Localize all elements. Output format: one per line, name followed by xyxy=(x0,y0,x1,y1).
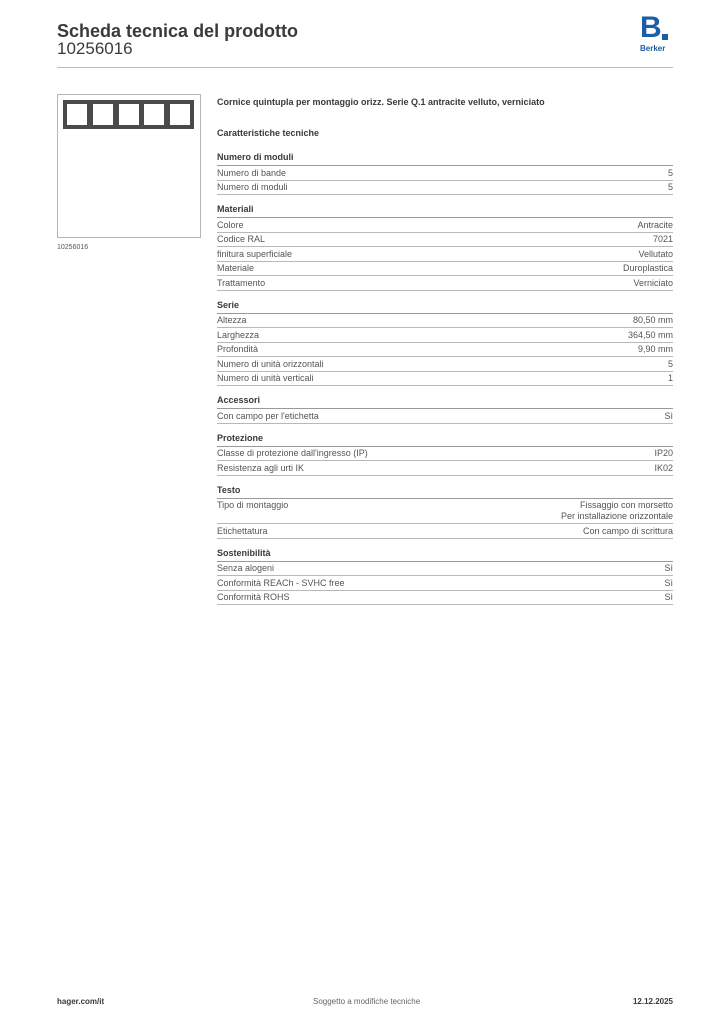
spec-value-line: 7021 xyxy=(652,234,673,244)
spec-value-line: 1 xyxy=(667,373,673,383)
spec-value-line: 9,90 mm xyxy=(637,344,673,354)
spec-sections xyxy=(217,151,673,605)
spec-value xyxy=(633,315,673,326)
spec-label: Numero di bande xyxy=(217,167,287,178)
spec-row xyxy=(217,328,673,343)
spec-section xyxy=(217,151,673,195)
berker-logo xyxy=(640,11,674,54)
spec-label: Senza alogeni xyxy=(217,563,275,573)
spec-value-line: 80,50 mm xyxy=(632,315,673,325)
spec-value xyxy=(668,373,673,384)
spec-value xyxy=(654,448,673,459)
section-title: Testo xyxy=(217,484,673,499)
spec-value xyxy=(668,359,673,370)
spec-label: Profondità xyxy=(217,344,259,354)
spec-section xyxy=(217,394,673,424)
spec-label: Colore xyxy=(217,219,244,230)
header-divider xyxy=(57,67,673,68)
spec-row xyxy=(217,372,673,387)
spec-value-line: Fissaggio con morsetto xyxy=(579,500,673,510)
footer-notice: Soggetto a modifiche tecniche xyxy=(313,997,421,1006)
spec-row xyxy=(217,461,673,476)
spec-content xyxy=(217,96,673,613)
spec-value xyxy=(664,592,673,603)
page-title: Scheda tecnica del prodotto xyxy=(57,21,299,41)
spec-row xyxy=(217,262,673,277)
spec-value-line: Per installazione orizzontale xyxy=(560,511,673,521)
frame-window xyxy=(119,104,139,125)
spec-value xyxy=(664,578,673,589)
spec-label: Etichettatura xyxy=(217,525,268,536)
spec-value-line: IK02 xyxy=(654,462,673,473)
spec-section xyxy=(217,203,673,291)
spec-value-line: Duroplastica xyxy=(622,263,673,273)
spec-label: Numero di unità verticali xyxy=(217,373,314,383)
logo-letter: B xyxy=(640,11,662,44)
spec-row xyxy=(217,181,673,196)
section-title: Numero di moduli xyxy=(217,151,673,166)
spec-label: Con campo per l'etichetta xyxy=(217,410,319,421)
spec-row xyxy=(217,591,673,606)
section-title: Accessori xyxy=(217,394,673,409)
spec-label: Numero di moduli xyxy=(217,182,288,192)
spec-value-line: Sì xyxy=(664,592,673,602)
spec-label: Conformità ROHS xyxy=(217,592,290,602)
spec-label: Tipo di montaggio xyxy=(217,500,289,510)
product-image xyxy=(57,94,201,238)
spec-label: Materiale xyxy=(217,263,255,273)
spec-row xyxy=(217,524,673,539)
spec-label: finitura superficiale xyxy=(217,248,293,259)
spec-label: Altezza xyxy=(217,315,247,325)
frame-graphic xyxy=(63,100,194,129)
spec-section xyxy=(217,547,673,606)
spec-value-line: Vellutato xyxy=(638,248,673,259)
spec-value-line: 5 xyxy=(667,358,673,369)
spec-row xyxy=(217,576,673,591)
spec-value xyxy=(653,234,673,245)
spec-value-line: Con campo di scrittura xyxy=(582,525,673,536)
spec-row xyxy=(217,314,673,329)
section-title: Sostenibilità xyxy=(217,547,673,562)
spec-value xyxy=(668,168,673,179)
spec-value-line: Sì xyxy=(664,563,673,573)
spec-value xyxy=(638,344,673,355)
spec-value xyxy=(583,526,673,537)
spec-label: Numero di unità orizzontali xyxy=(217,358,324,369)
footer-website[interactable]: hager.com/it xyxy=(57,997,105,1006)
spec-value-line: 5 xyxy=(667,167,673,178)
frame-window xyxy=(144,104,164,125)
section-title: Materiali xyxy=(217,203,673,218)
spec-value xyxy=(561,500,673,522)
spec-row xyxy=(217,218,673,233)
frame-window xyxy=(67,104,87,125)
logo-dot xyxy=(662,34,668,40)
section-title: Serie xyxy=(217,299,673,314)
frame-window xyxy=(170,104,190,125)
section-title: Protezione xyxy=(217,432,673,447)
spec-value xyxy=(638,249,673,260)
spec-row xyxy=(217,276,673,291)
spec-value xyxy=(637,220,673,231)
spec-value xyxy=(628,330,673,341)
spec-label: Larghezza xyxy=(217,329,260,340)
spec-row xyxy=(217,247,673,262)
spec-value-line: 364,50 mm xyxy=(627,329,673,340)
spec-value xyxy=(654,463,673,474)
spec-value xyxy=(668,182,673,193)
spec-value xyxy=(664,411,673,422)
spec-section xyxy=(217,432,673,476)
spec-label: Trattamento xyxy=(217,277,266,288)
spec-label: Resistenza agli urti IK xyxy=(217,462,305,473)
spec-value xyxy=(664,563,673,574)
spec-row xyxy=(217,499,673,525)
spec-row xyxy=(217,409,673,424)
product-description: Cornice quintupla per montaggio orizz. Serie Q.1 antracite velluto, verniciato xyxy=(217,97,545,107)
spec-value-line: 5 xyxy=(667,182,673,192)
spec-section xyxy=(217,484,673,539)
spec-value-line: Antracite xyxy=(637,219,673,230)
spec-row xyxy=(217,166,673,181)
characteristics-title: Caratteristiche tecniche xyxy=(217,128,320,138)
spec-label: Classe di protezione dall'ingresso (IP) xyxy=(217,448,368,458)
spec-value-line: Sì xyxy=(664,577,673,588)
spec-row xyxy=(217,343,673,358)
spec-label: Codice RAL xyxy=(217,234,266,244)
product-code: 10256016 xyxy=(57,39,133,58)
spec-row xyxy=(217,357,673,372)
spec-value-line: Sì xyxy=(664,410,673,421)
spec-label: Conformità REACh - SVHC free xyxy=(217,577,345,588)
spec-row xyxy=(217,447,673,462)
spec-value-line: Verniciato xyxy=(633,277,673,288)
image-caption: 10256016 xyxy=(57,244,89,251)
footer-date: 12.12.2025 xyxy=(632,997,673,1006)
spec-value xyxy=(633,278,673,289)
spec-section xyxy=(217,299,673,387)
frame-window xyxy=(93,104,113,125)
spec-row xyxy=(217,562,673,577)
spec-value xyxy=(623,263,673,274)
logo-name: Berker xyxy=(640,44,666,53)
spec-row xyxy=(217,233,673,248)
spec-value-line: IP20 xyxy=(654,448,673,458)
